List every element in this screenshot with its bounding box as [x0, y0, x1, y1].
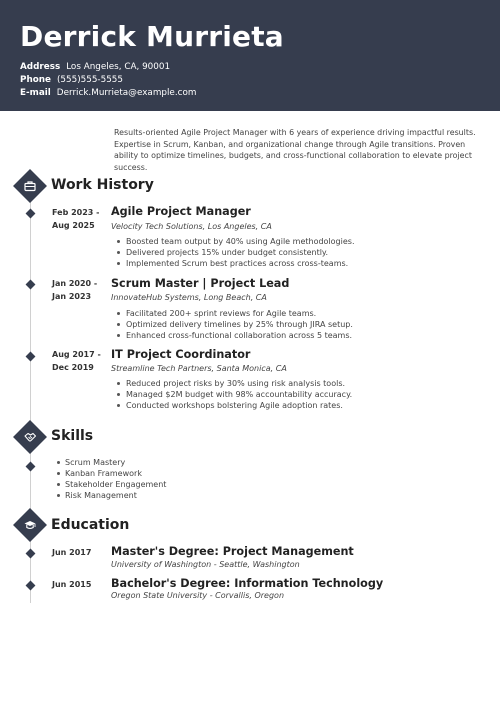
job-date-end: Aug 2025 [52, 220, 95, 230]
job-date-start: Jan 2020 - [52, 279, 98, 288]
list-item: Scrum Mastery [57, 457, 166, 468]
job-achievements [117, 378, 352, 412]
list-item: Boosted team output by 40% using Agile methodologies. [117, 236, 354, 247]
section-title-work-history: Work History [51, 177, 154, 193]
job-achievements [117, 236, 354, 270]
list-item: Optimized delivery timelines by 25% through JIRA setup. [117, 319, 353, 330]
list-item: Facilitated 200+ sprint reviews for Agile teams. [117, 308, 353, 319]
education-school: University of Washington - Seattle, Washington [111, 560, 300, 569]
contact-email [20, 87, 196, 100]
candidate-name: Derrick Murrieta [20, 20, 284, 53]
timeline-marker [26, 209, 36, 219]
contact-value: (555)555-5555 [56, 75, 123, 85]
list-item: Stakeholder Engagement [57, 479, 166, 490]
job-title: Scrum Master | Project Lead [111, 277, 290, 290]
section-title-skills: Skills [51, 428, 94, 444]
contact-value: Derrick.Murrieta@example.com [56, 88, 197, 98]
job-date-end: Jan 2023 [52, 291, 92, 301]
list-item: Kanban Framework [57, 468, 166, 479]
contact-label: E-mail [20, 88, 51, 98]
contact-address [20, 61, 196, 74]
job-company: Streamline Tech Partners, Santa Monica, CA [111, 364, 287, 373]
contact-phone [20, 74, 196, 87]
professional-summary: Results-oriented Agile Project Manager with 6 years of experience driving impactful results. Expertise in Scrum, Kanban, and organizational change through Agile transitions. Proven ability to optimize timelines, budgets, and cross-functional collaboration to elevate project success. [114, 128, 476, 172]
section-title-education: Education [51, 517, 130, 533]
contact-label: Phone [20, 75, 51, 85]
list-item: Delivered projects 15% under budget consistently. [117, 247, 354, 258]
timeline-marker [26, 581, 36, 591]
list-item: Enhanced cross-functional collaboration across 5 teams. [117, 330, 353, 341]
contact-label: Address [20, 62, 61, 72]
list-item: Managed $2M budget with 98% accountability accuracy. [117, 389, 352, 400]
job-company: InnovateHub Systems, Long Beach, CA [111, 293, 267, 302]
education-date: Jun 2015 [52, 580, 92, 589]
list-item: Conducted workshops bolstering Agile adoption rates. [117, 400, 352, 411]
education-date: Jun 2017 [52, 548, 92, 557]
list-item: Implemented Scrum best practices across cross-teams. [117, 258, 354, 269]
job-date-start: Feb 2023 - [52, 208, 100, 217]
education-school: Oregon State University - Corvallis, Oregon [111, 591, 285, 600]
job-title: IT Project Coordinator [111, 348, 251, 361]
job-date [52, 349, 107, 374]
handshake-icon [13, 420, 47, 454]
job-achievements [117, 308, 353, 342]
graduation-cap-icon [13, 508, 47, 542]
job-date [52, 278, 107, 303]
job-date-end: Dec 2019 [52, 362, 94, 372]
job-title: Agile Project Manager [111, 205, 251, 218]
timeline-marker [26, 280, 36, 290]
skills-list [57, 457, 166, 501]
timeline-marker [26, 352, 36, 362]
list-item: Reduced project risks by 30% using risk analysis tools. [117, 378, 352, 389]
timeline-marker [26, 462, 36, 472]
contact-info [20, 61, 196, 100]
timeline-marker [26, 549, 36, 559]
job-company: Velocity Tech Solutions, Los Angeles, CA [111, 222, 272, 231]
job-date [52, 207, 107, 232]
list-item: Risk Management [57, 490, 166, 501]
education-degree: Master's Degree: Project Management [111, 545, 354, 558]
education-degree: Bachelor's Degree: Information Technology [111, 577, 384, 590]
briefcase-icon [13, 169, 47, 203]
job-date-start: Aug 2017 - [52, 350, 101, 359]
resume-header [0, 0, 500, 111]
contact-value: Los Angeles, CA, 90001 [66, 62, 171, 72]
